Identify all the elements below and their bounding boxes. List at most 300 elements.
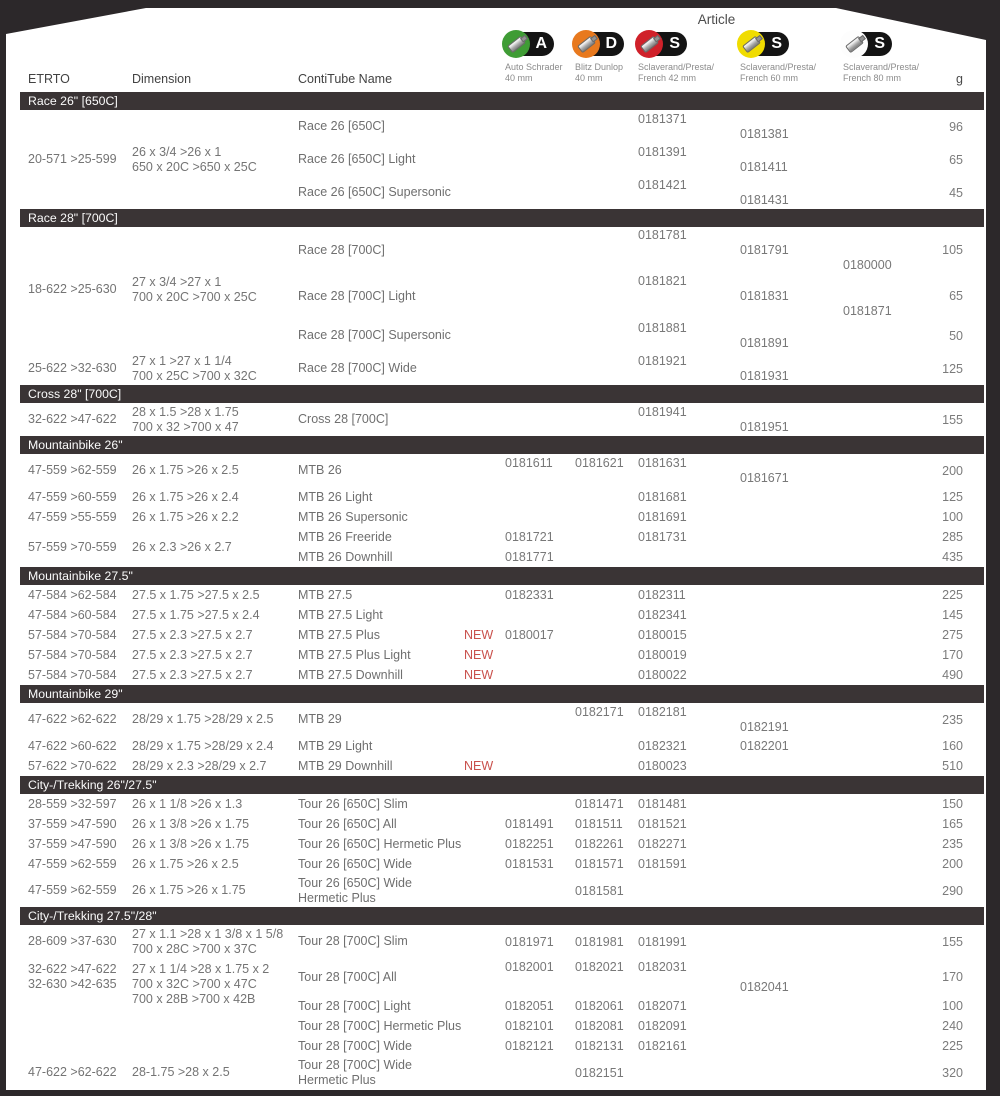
- weight-value: 235: [942, 837, 963, 851]
- product-row: [298, 585, 969, 605]
- article-schrader: [500, 1056, 568, 1089]
- article-sclaverand-80: [835, 703, 905, 736]
- column-header-schrader: [500, 32, 568, 84]
- article-sclaverand-60: 0181411: [740, 160, 788, 174]
- weight-value: 285: [942, 530, 963, 544]
- section-header: Race 26" [650C]: [20, 92, 984, 110]
- group-left: [28, 507, 298, 527]
- etrto-cell: 47-559 >60-559: [28, 489, 117, 504]
- product-row: [298, 110, 969, 143]
- product-name: MTB 26 Supersonic: [298, 509, 408, 524]
- article-sclaverand-42: 0180023: [638, 759, 687, 773]
- valve-letter: S: [846, 32, 892, 56]
- table-header: [28, 8, 969, 92]
- dimension-cell: 26 x 3/4 >26 x 1 650 x 20C >650 x 25C: [132, 144, 257, 174]
- article-sclaverand-42: 0182311: [638, 588, 686, 602]
- row-group: [28, 487, 969, 507]
- product-row: [298, 794, 969, 814]
- weight-value: 125: [942, 490, 963, 504]
- article-sclaverand-42: 0181941: [638, 405, 687, 419]
- row-group: [28, 854, 969, 874]
- article-dunlop: 0182061: [575, 999, 624, 1013]
- article-sclaverand-60: [697, 1056, 835, 1089]
- dimension-cell: 26 x 1.75 >26 x 2.4: [132, 489, 239, 504]
- dimension-cell: 26 x 2.3 >26 x 2.7: [132, 539, 232, 554]
- weight-value: 320: [942, 1065, 963, 1080]
- row-group: [28, 794, 969, 814]
- product-name: Tour 26 [650C] Slim: [298, 796, 408, 811]
- new-badge: [464, 352, 500, 385]
- article-sclaverand-42: 0182341: [638, 608, 687, 622]
- product-name: Tour 28 [700C] Hermetic Plus: [298, 1018, 462, 1033]
- product-row: [298, 854, 969, 874]
- article-schrader: 0181531: [505, 857, 554, 871]
- article-schrader: [500, 874, 568, 907]
- valve-stem: [577, 35, 596, 53]
- column-header-etrto: ETRTO: [28, 72, 70, 86]
- article-sclaverand-60: 0181931: [740, 369, 789, 383]
- article-sclaverand-42: 0181631: [638, 456, 687, 470]
- product-name: Race 26 [650C] Light: [298, 152, 416, 166]
- product-row: [298, 1016, 969, 1036]
- weight-value: 290: [942, 883, 963, 898]
- article-dunlop: [568, 605, 635, 625]
- new-badge: [464, 794, 500, 814]
- group-left: [28, 403, 298, 436]
- new-badge: [464, 814, 500, 834]
- etrto-cell: 47-584 >60-584: [28, 607, 117, 622]
- dimension-cell: 27.5 x 1.75 >27.5 x 2.4: [132, 607, 260, 622]
- new-badge: NEW: [464, 668, 494, 682]
- column-header-presta-60: [697, 32, 835, 84]
- etrto-cell: 47-559 >62-559: [28, 463, 117, 477]
- weight-value: 165: [942, 817, 963, 831]
- article-schrader: [500, 487, 568, 507]
- group-left: [28, 703, 298, 736]
- article-dunlop: 0181621: [575, 456, 624, 470]
- product-name: Tour 28 [700C] All: [298, 969, 397, 984]
- article-sclaverand-80: [835, 925, 905, 958]
- article-sclaverand-80: [835, 605, 905, 625]
- catalog-page: [6, 8, 986, 1090]
- etrto-cell: 47-622 >62-622: [28, 712, 117, 726]
- article-sclaverand-80: [835, 1056, 905, 1089]
- new-badge: [464, 925, 500, 958]
- valve-circle: [737, 30, 765, 58]
- article-schrader: 0181771: [505, 550, 554, 564]
- product-row: [298, 996, 969, 1016]
- dimension-cell: 27 x 1 >27 x 1 1/4 700 x 25C >700 x 32C: [132, 353, 257, 383]
- article-dunlop: [568, 736, 635, 756]
- weight-value: 225: [942, 588, 963, 602]
- row-group: [28, 227, 969, 352]
- row-group: [28, 1056, 969, 1089]
- weight-value: 200: [942, 463, 963, 478]
- etrto-cell: 47-559 >55-559: [28, 509, 117, 524]
- dimension-cell: 26 x 1.75 >26 x 2.5: [132, 463, 239, 477]
- group-left: [28, 585, 298, 605]
- article-sclaverand-42: 0181881: [638, 321, 687, 335]
- article-schrader: [500, 227, 568, 273]
- dimension-cell: 27 x 1 1/4 >28 x 1.75 x 2 700 x 32C >700 x 47C 700 x 28B >700 x 42B: [132, 962, 270, 1006]
- new-badge: [464, 319, 500, 352]
- dimension-cell: 27.5 x 2.3 >27.5 x 2.7: [132, 627, 253, 642]
- article-sclaverand-42: 0181681: [638, 490, 687, 504]
- article-sclaverand-42: 0181921: [638, 354, 687, 368]
- valve-letter: S: [641, 32, 687, 56]
- weight-value: 170: [942, 648, 963, 662]
- article-sclaverand-42: 0181821: [638, 274, 687, 288]
- product-name: Tour 26 [650C] Wide Hermetic Plus: [298, 875, 412, 905]
- product-row: [298, 507, 969, 527]
- article-sclaverand-42: 0181371: [638, 112, 687, 126]
- article-sclaverand-42: 0182091: [638, 1019, 687, 1033]
- new-badge: [464, 585, 500, 605]
- article-dunlop: [568, 403, 635, 436]
- valve-circle: [502, 30, 530, 58]
- column-header-presta-42: [635, 32, 715, 84]
- weight-value: 240: [942, 1019, 963, 1033]
- article-sclaverand-80: [835, 352, 905, 385]
- new-badge: NEW: [464, 759, 494, 773]
- group-left: [28, 814, 298, 834]
- presta80-valve-icon: [843, 32, 893, 56]
- article-sclaverand-42: 0181481: [638, 797, 687, 811]
- weight-value: 200: [942, 857, 963, 871]
- article-schrader: 0181491: [505, 817, 554, 831]
- dimension-cell: 27 x 3/4 >27 x 1 700 x 20C >700 x 25C: [132, 274, 257, 304]
- article-sclaverand-80: [835, 1036, 905, 1056]
- product-name: Tour 28 [700C] Light: [298, 998, 411, 1013]
- article-sclaverand-42: 0181591: [638, 857, 687, 871]
- article-sclaverand-80: 0180000: [843, 258, 892, 272]
- etrto-cell: 57-584 >70-584: [28, 667, 117, 682]
- weight-value: 160: [942, 739, 963, 753]
- product-row: [298, 176, 969, 209]
- article-schrader: [500, 273, 568, 319]
- product-row: [298, 665, 969, 685]
- presta42-valve-icon: [638, 32, 688, 56]
- article-sclaverand-60: [697, 527, 835, 547]
- etrto-cell: 57-559 >70-559: [28, 539, 117, 554]
- valve-circle: [840, 30, 868, 58]
- group-left: [28, 794, 298, 814]
- article-dunlop: 0181981: [575, 934, 624, 949]
- article-schrader: [500, 110, 568, 143]
- article-sclaverand-80: [835, 645, 905, 665]
- product-name: MTB 27.5 Plus: [298, 627, 380, 642]
- article-sclaverand-80: [835, 756, 905, 776]
- weight-value: 100: [942, 999, 963, 1013]
- group-left: [28, 227, 298, 352]
- article-sclaverand-42: [635, 1056, 697, 1089]
- schrader-valve-icon: [505, 32, 555, 56]
- group-left: [28, 958, 298, 1056]
- group-left: [28, 736, 298, 756]
- row-group: [28, 703, 969, 736]
- article-schrader: 0182331: [505, 588, 554, 602]
- article-sclaverand-80: [835, 834, 905, 854]
- product-row: [298, 454, 969, 487]
- valve-letter: S: [743, 32, 789, 56]
- weight-value: 145: [942, 608, 963, 622]
- article-sclaverand-42: 0181781: [638, 228, 687, 242]
- new-badge: NEW: [464, 648, 494, 662]
- row-group: [28, 507, 969, 527]
- article-schrader: [500, 703, 568, 736]
- article-schrader: 0182251: [505, 837, 554, 851]
- row-group: [28, 756, 969, 776]
- new-badge: [464, 403, 500, 436]
- etrto-cell: 25-622 >32-630: [28, 361, 117, 375]
- dimension-cell: 26 x 1 1/8 >26 x 1.3: [132, 796, 243, 811]
- new-badge: [464, 176, 500, 209]
- article-dunlop: 0181471: [575, 797, 624, 811]
- article-sclaverand-80: [835, 176, 905, 209]
- new-badge: [464, 507, 500, 527]
- article-schrader: [500, 794, 568, 814]
- article-schrader: [500, 403, 568, 436]
- product-row: [298, 547, 969, 567]
- article-dunlop: [568, 273, 635, 319]
- article-dunlop: [568, 527, 635, 547]
- article-dunlop: [568, 585, 635, 605]
- presta60-valve-icon: [740, 32, 790, 56]
- article-dunlop: [568, 756, 635, 776]
- weight-value: 150: [942, 797, 963, 811]
- dimension-cell: 26 x 1 3/8 >26 x 1.75: [132, 816, 250, 831]
- article-sclaverand-80: [835, 958, 905, 996]
- article-dunlop: [568, 227, 635, 273]
- section-header: Mountainbike 27.5": [20, 567, 984, 585]
- article-dunlop: [568, 110, 635, 143]
- new-badge: [464, 110, 500, 143]
- dimension-cell: 26 x 1.75 >26 x 1.75: [132, 883, 246, 897]
- article-dunlop: [568, 487, 635, 507]
- new-badge: [464, 454, 500, 487]
- new-badge: [464, 227, 500, 273]
- product-name: MTB 29: [298, 712, 342, 726]
- weight-value: 50: [949, 328, 963, 343]
- group-left: [28, 110, 298, 209]
- dunlop-valve-icon: [575, 32, 625, 56]
- article-sclaverand-42: 0180015: [638, 628, 687, 642]
- group-left: [28, 665, 298, 685]
- product-name: Race 28 [700C] Supersonic: [298, 328, 451, 342]
- new-badge: [464, 736, 500, 756]
- article-schrader: 0182101: [505, 1019, 554, 1033]
- article-dunlop: 0182081: [575, 1019, 624, 1033]
- article-schrader: 0182121: [505, 1039, 554, 1053]
- dimension-cell: 26 x 1.75 >26 x 2.5: [132, 856, 239, 871]
- section-header: Mountainbike 26": [20, 436, 984, 454]
- row-group: [28, 605, 969, 625]
- column-header-weight: g: [956, 72, 963, 86]
- product-name: Cross 28 [700C]: [298, 412, 389, 426]
- group-left: [28, 454, 298, 487]
- article-schrader: [500, 756, 568, 776]
- row-group: [28, 874, 969, 907]
- article-dunlop: [568, 645, 635, 665]
- weight-value: 510: [942, 759, 963, 773]
- product-row: [298, 736, 969, 756]
- column-header-presta-80: [835, 32, 920, 84]
- article-schrader: 0182001: [505, 960, 554, 974]
- article-dunlop: [568, 507, 635, 527]
- article-sclaverand-60: [697, 487, 835, 507]
- article-sclaverand-60: [697, 925, 835, 958]
- group-left: [28, 605, 298, 625]
- product-row: [298, 874, 969, 907]
- section-header: City-/Trekking 27.5"/28": [20, 907, 984, 925]
- weight-value: 100: [942, 510, 963, 524]
- weight-value: 155: [942, 412, 963, 427]
- article-dunlop: [568, 143, 635, 176]
- article-sclaverand-60: 0182201: [740, 739, 789, 753]
- new-badge: [464, 874, 500, 907]
- article-sclaverand-60: [697, 1036, 835, 1056]
- valve-label: Sclaverand/Presta/ French 60 mm: [740, 62, 817, 83]
- row-group: [28, 925, 969, 958]
- etrto-cell: 37-559 >47-590: [28, 816, 117, 831]
- etrto-cell: 47-622 >62-622: [28, 1065, 117, 1079]
- article-sclaverand-60: [697, 665, 835, 685]
- article-sclaverand-80: [835, 585, 905, 605]
- product-row: [298, 645, 969, 665]
- product-name: Tour 28 [700C] Wide: [298, 1038, 412, 1053]
- dimension-cell: 28/29 x 1.75 >28/29 x 2.4: [132, 738, 274, 753]
- valve-letter: A: [508, 32, 554, 56]
- article-sclaverand-80: [835, 527, 905, 547]
- valve-label: Sclaverand/Presta/ French 42 mm: [638, 62, 715, 83]
- article-sclaverand-80: [835, 487, 905, 507]
- dimension-cell: 27.5 x 2.3 >27.5 x 2.7: [132, 647, 253, 662]
- article-dunlop: 0182021: [575, 960, 624, 974]
- article-dunlop: [568, 319, 635, 352]
- article-schrader: 0182051: [505, 999, 554, 1013]
- article-sclaverand-60: [697, 834, 835, 854]
- article-schrader: [500, 736, 568, 756]
- article-sclaverand-42: [635, 547, 697, 567]
- group-left: [28, 645, 298, 665]
- new-badge: [464, 487, 500, 507]
- article-sclaverand-60: 0181671: [740, 471, 789, 485]
- row-group: [28, 814, 969, 834]
- new-badge: [464, 854, 500, 874]
- article-sclaverand-60: [697, 585, 835, 605]
- article-dunlop: 0182261: [575, 837, 624, 851]
- valve-stem: [507, 35, 526, 53]
- article-dunlop: [568, 625, 635, 645]
- article-sclaverand-60: 0182191: [740, 720, 789, 734]
- dimension-cell: 26 x 1.75 >26 x 2.2: [132, 509, 239, 524]
- product-name: Race 28 [700C] Wide: [298, 361, 417, 375]
- article-schrader: [500, 143, 568, 176]
- new-badge: [464, 958, 500, 996]
- article-dunlop: [568, 176, 635, 209]
- group-left: [28, 834, 298, 854]
- weight-value: 490: [942, 668, 963, 682]
- section-header: Race 28" [700C]: [20, 209, 984, 227]
- article-dunlop: 0182151: [575, 1065, 624, 1080]
- valve-label: Sclaverand/Presta/ French 80 mm: [843, 62, 920, 83]
- article-sclaverand-60: [697, 814, 835, 834]
- column-header-dunlop: [568, 32, 635, 84]
- article-schrader: [500, 645, 568, 665]
- valve-letter: D: [578, 32, 624, 56]
- weight-value: 65: [949, 152, 963, 167]
- weight-value: 125: [942, 361, 963, 376]
- article-dunlop: 0181511: [575, 817, 623, 831]
- valve-columns: [500, 32, 920, 84]
- weight-value: 45: [949, 185, 963, 200]
- row-group: [28, 585, 969, 605]
- group-left: [28, 854, 298, 874]
- product-name: Tour 26 [650C] All: [298, 816, 397, 831]
- article-sclaverand-42: [635, 874, 697, 907]
- product-row: [298, 625, 969, 645]
- group-left: [28, 874, 298, 907]
- row-group: [28, 454, 969, 487]
- weight-value: 65: [949, 289, 963, 303]
- new-badge: [464, 834, 500, 854]
- article-sclaverand-42: 0182071: [638, 999, 687, 1013]
- article-sclaverand-60: [697, 996, 835, 1016]
- product-name: Tour 28 [700C] Wide Hermetic Plus: [298, 1057, 412, 1087]
- column-header-dimension: Dimension: [132, 72, 192, 86]
- dimension-cell: 28 x 1.5 >28 x 1.75 700 x 32 >700 x 47: [132, 404, 239, 434]
- article-sclaverand-42: 0181991: [638, 934, 687, 949]
- article-sclaverand-42: 0180022: [638, 668, 687, 682]
- product-name: MTB 29 Light: [298, 738, 373, 753]
- article-sclaverand-80: [835, 874, 905, 907]
- product-row: [298, 273, 969, 319]
- row-group: [28, 645, 969, 665]
- etrto-cell: 47-622 >60-622: [28, 738, 117, 753]
- etrto-cell: 57-584 >70-584: [28, 647, 117, 662]
- article-sclaverand-60: [697, 605, 835, 625]
- product-name: MTB 26 Light: [298, 489, 373, 504]
- article-sclaverand-80: [835, 110, 905, 143]
- valve-circle: [635, 30, 663, 58]
- row-group: [28, 527, 969, 567]
- product-row: [298, 319, 969, 352]
- article-schrader: 0180017: [505, 628, 554, 642]
- valve-circle: [572, 30, 600, 58]
- article-schrader: [500, 605, 568, 625]
- article-sclaverand-80: [835, 454, 905, 487]
- new-badge: NEW: [464, 628, 494, 642]
- article-schrader: 0181971: [505, 934, 554, 949]
- product-row: [298, 834, 969, 854]
- product-row: [298, 487, 969, 507]
- article-sclaverand-80: [835, 854, 905, 874]
- product-row: [298, 703, 969, 736]
- article-sclaverand-80: [835, 403, 905, 436]
- weight-value: 225: [942, 1039, 963, 1053]
- article-sclaverand-42: 0182271: [638, 837, 687, 851]
- group-left: [28, 1056, 298, 1089]
- etrto-cell: 18-622 >25-630: [28, 282, 117, 296]
- product-row: [298, 925, 969, 958]
- dimension-cell: 28/29 x 1.75 >28/29 x 2.5: [132, 712, 274, 726]
- etrto-cell: 32-622 >47-622 32-630 >42-635: [28, 962, 117, 991]
- article-sclaverand-60: 0181791: [740, 243, 789, 257]
- product-row: [298, 143, 969, 176]
- contitube-table: [28, 8, 969, 1089]
- article-sclaverand-42: 0181521: [638, 817, 687, 831]
- article-schrader: [500, 665, 568, 685]
